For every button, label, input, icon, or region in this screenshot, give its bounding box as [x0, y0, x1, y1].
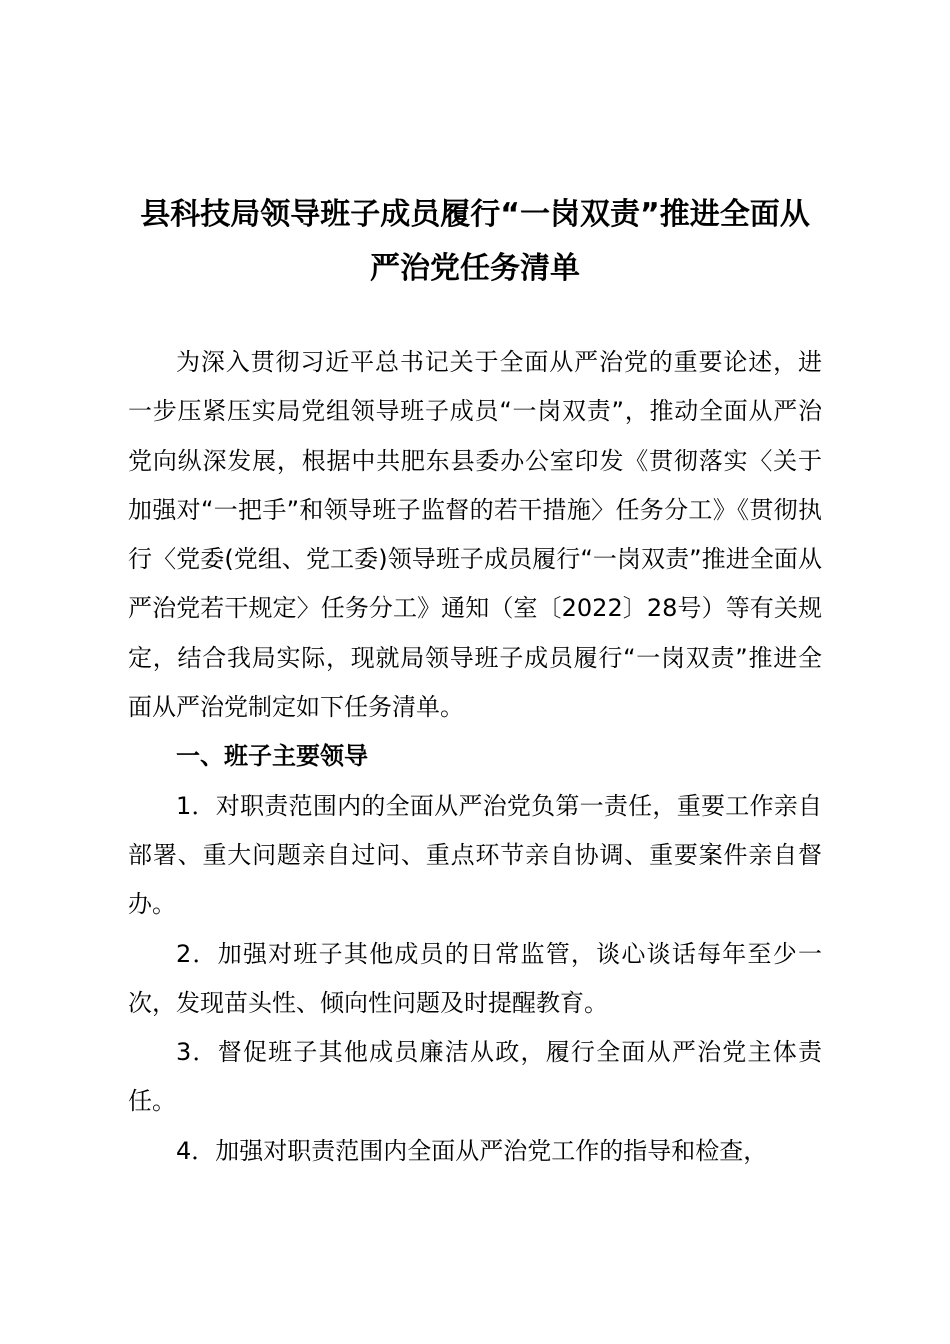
- document-title: 县科技局领导班子成员履行“一岗双责”推进全面从严治党任务清单: [140, 197, 810, 286]
- list-item: 2．加强对班子其他成员的日常监管，谈心谈话每年至少一次，发现苗头性、倾向性问题及时提醒教育。: [128, 939, 822, 1017]
- document-body: [128, 338, 822, 1176]
- list-item: 4．加强对职责范围内全面从严治党工作的指导和检查，: [176, 1136, 768, 1165]
- intro-paragraph: 为深入贯彻习近平总书记关于全面从严治党的重要论述，进一步压紧压实局党组领导班子成员“一岗双责”，推动全面从严治党向纵深发展，根据中共肥东县委办公室印发《贯彻落实〈关于加强对“一把手”和领导班子监督的若干措施〉任务分工》《贯彻执行〈党委(党组、党工委)领导班子成员履行“一岗双责”推进全面从严治党若干规定〉任务分工》通知（室〔2022〕28号）等有关规定，结合我局实际，现就局领导班子成员履行“一岗双责”推进全面从严治党制定如下任务清单。: [128, 348, 822, 722]
- section-heading: 一、班子主要领导: [176, 742, 368, 771]
- list-item: 1．对职责范围内的全面从严治党负第一责任，重要工作亲自部署、重大问题亲自过问、重点环节亲自协调、重要案件亲自督办。: [128, 791, 822, 919]
- list-item: 3．督促班子其他成员廉洁从政，履行全面从严治党主体责任。: [128, 1038, 822, 1116]
